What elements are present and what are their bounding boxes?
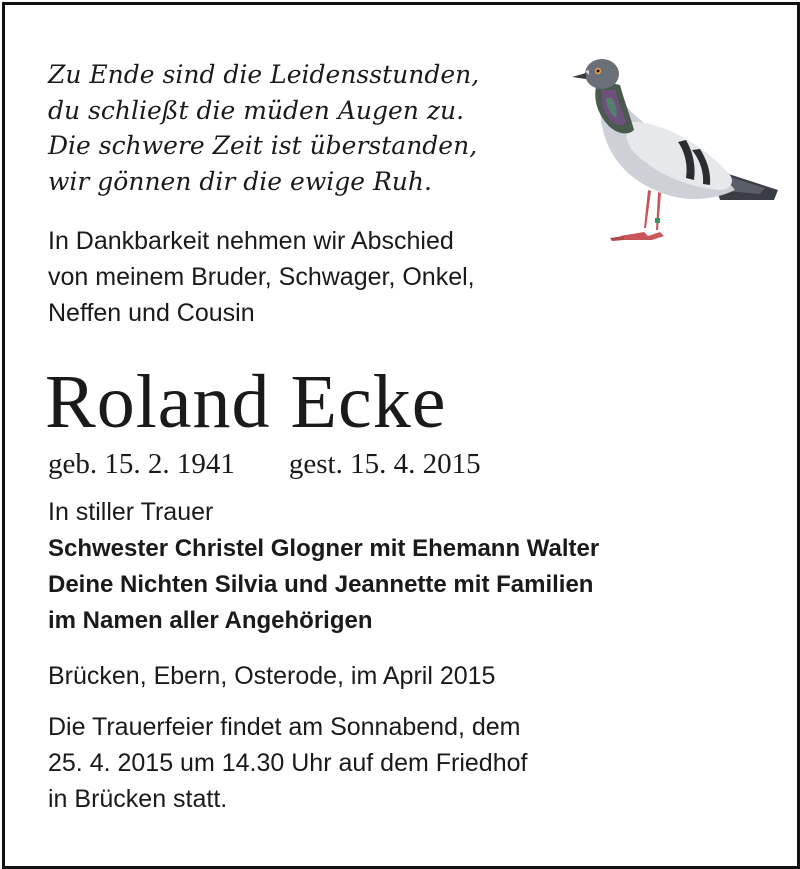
funeral-line: 25. 4. 2015 um 14.30 Uhr auf dem Friedhof — [48, 749, 528, 777]
mourners-list — [48, 531, 599, 639]
mourning-intro: In stiller Trauer — [48, 498, 214, 526]
poem-line: du schließt die müden Augen zu. — [48, 95, 465, 125]
mourner-line: im Namen aller Angehörigen — [48, 607, 373, 634]
intro-line: Neffen und Cousin — [48, 299, 255, 327]
obituary-card — [2, 2, 800, 869]
place-date: Brücken, Ebern, Osterode, im April 2015 — [48, 662, 496, 690]
deceased-name: Roland Ecke — [45, 360, 447, 444]
mourner-line: Deine Nichten Silvia und Jeannette mit Familien — [48, 571, 594, 598]
poem-line: wir gönnen dir die ewige Ruh. — [48, 166, 432, 196]
life-dates — [48, 446, 481, 482]
intro-line: In Dankbarkeit nehmen wir Abschied — [48, 227, 454, 255]
funeral-line: in Brücken statt. — [48, 785, 228, 813]
poem-line: Zu Ende sind die Leidensstunden, — [48, 60, 480, 89]
funeral-notice — [48, 709, 527, 817]
mourner-line: Schwester Christel Glogner mit Ehemann Walter — [48, 535, 600, 562]
intro-text — [48, 223, 475, 331]
death-date: gest. 15. 4. 2015 — [288, 448, 481, 480]
poem-line: Die schwere Zeit ist überstanden, — [48, 131, 478, 160]
birth-date: geb. 15. 2. 1941 — [48, 448, 235, 480]
funeral-line: Die Trauerfeier findet am Sonnabend, dem — [48, 713, 521, 741]
intro-line: von meinem Bruder, Schwager, Onkel, — [48, 263, 475, 291]
poem-verse — [48, 57, 479, 199]
pigeon-icon — [560, 50, 785, 255]
